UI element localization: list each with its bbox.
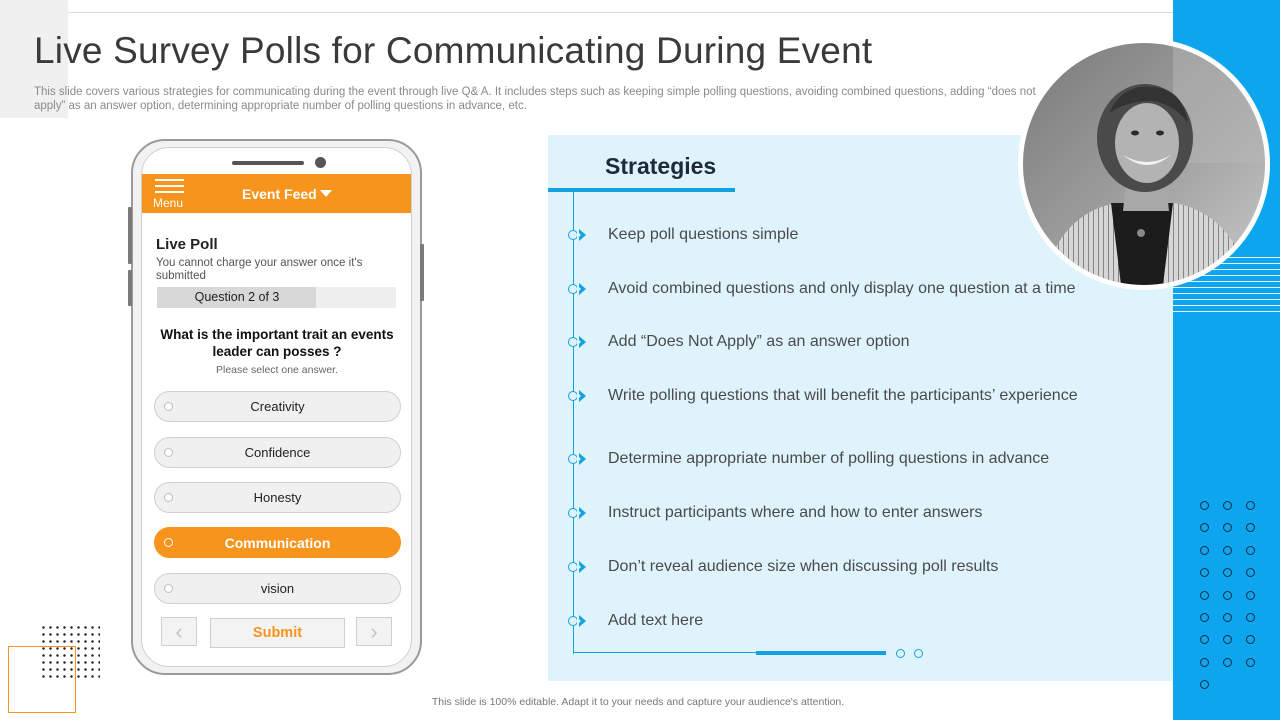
strategy-text: Avoid combined questions and only display one question at a time [608,280,1076,297]
option-label: vision [260,581,295,596]
timeline-end-dot [896,649,905,658]
phone-side-button [128,270,132,306]
chevron-right-icon [579,390,586,402]
phone-speaker [232,161,304,165]
poll-option-selected[interactable] [154,527,401,558]
option-label: Confidence [244,445,311,460]
grid-dot [1200,680,1209,689]
grid-dot [1223,568,1232,577]
grid-dot [1200,546,1209,555]
chevron-right-icon [579,453,586,465]
chevron-right-icon [579,283,586,295]
phone-camera [315,157,326,168]
grid-dot [1246,568,1255,577]
strategy-text: Write polling questions that will benefit the participants’ experience [608,387,1078,404]
grid-dot [1200,635,1209,644]
chevron-right-icon [579,615,586,627]
select-note: Please select one answer. [216,364,338,376]
grid-dot [1200,568,1209,577]
strategies-title: Strategies [605,153,717,179]
grid-dot [1200,591,1209,600]
slide-subtitle: This slide covers various strategies for communicating during the event through live Q& A. It includes steps such as keeping simple polling questions, avoiding combined questions, adding “does not apply” as an answer option, determining appropriate number of polling questions in advance, etc. [34,86,1036,112]
grid-dot [1223,658,1232,667]
grid-dot [1223,501,1232,510]
option-label: Communication [224,535,331,551]
submit-button[interactable]: Submit [210,618,345,648]
grid-dot [1200,658,1209,667]
question-progress-label: Question 2 of 3 [194,290,280,304]
chevron-right-icon [579,336,586,348]
menu-label[interactable]: Menu [153,196,184,210]
grid-dot [1246,523,1255,532]
grid-dot [1246,501,1255,510]
chevron-right-icon [579,507,586,519]
grid-dot [1246,613,1255,622]
strategy-text: Add text here [608,612,704,629]
grid-dot [1223,613,1232,622]
event-feed-label: Event Feed [242,186,317,202]
question-progress-bar [157,287,396,308]
strategy-text: Determine appropriate number of polling questions in advance [608,450,1050,467]
poll-question: What is the important trait an events leader can posses ? [160,327,394,359]
dot-grid-decoration [1196,498,1266,693]
phone-side-button [128,207,132,264]
chevron-right-icon [579,229,586,241]
grid-dot [1246,635,1255,644]
top-divider [68,12,1173,13]
grid-dot [1223,591,1232,600]
grid-dot [1246,546,1255,555]
title-underline [548,188,735,192]
grid-dot [1223,546,1232,555]
grid-dot [1246,591,1255,600]
strategy-text: Don’t reveal audience size when discussing poll results [608,558,999,575]
footer-note: This slide is 100% editable. Adapt it to your needs and capture your audience's attention. [431,696,845,708]
hamburger-icon[interactable] [155,179,184,193]
chevron-right-icon [579,561,586,573]
chevron-right-icon[interactable]: › [356,617,392,646]
live-poll-title: Live Poll [156,236,218,253]
phone-side-button [420,244,424,301]
grid-dot [1246,658,1255,667]
chevron-left-icon[interactable]: ‹ [161,617,197,646]
caret-down-icon [320,190,332,197]
grid-dot [1200,523,1209,532]
portrait-illustration [1023,43,1265,285]
grid-dot [1200,613,1209,622]
grid-dot [1223,523,1232,532]
strategy-text: Add “Does Not Apply” as an answer option [608,333,910,350]
timeline-line [573,192,574,654]
slide-title: Live Survey Polls for Communicating During Event [34,30,873,71]
poll-option[interactable] [154,391,401,422]
grid-dot [1223,635,1232,644]
grid-dot [1200,501,1209,510]
strategy-text: Keep poll questions simple [608,226,799,243]
strategy-text: Instruct participants where and how to enter answers [608,504,983,521]
timeline-accent-bar [756,651,886,655]
poll-option[interactable] [154,437,401,468]
poll-option[interactable] [154,482,401,513]
poll-option[interactable] [154,573,401,604]
option-label: Creativity [250,399,305,414]
option-label: Honesty [253,490,302,505]
poll-note: You cannot charge your answer once it's submitted [156,257,363,282]
portrait-photo [1023,43,1265,285]
event-feed-dropdown[interactable] [242,186,332,202]
timeline-end-dot [914,649,923,658]
